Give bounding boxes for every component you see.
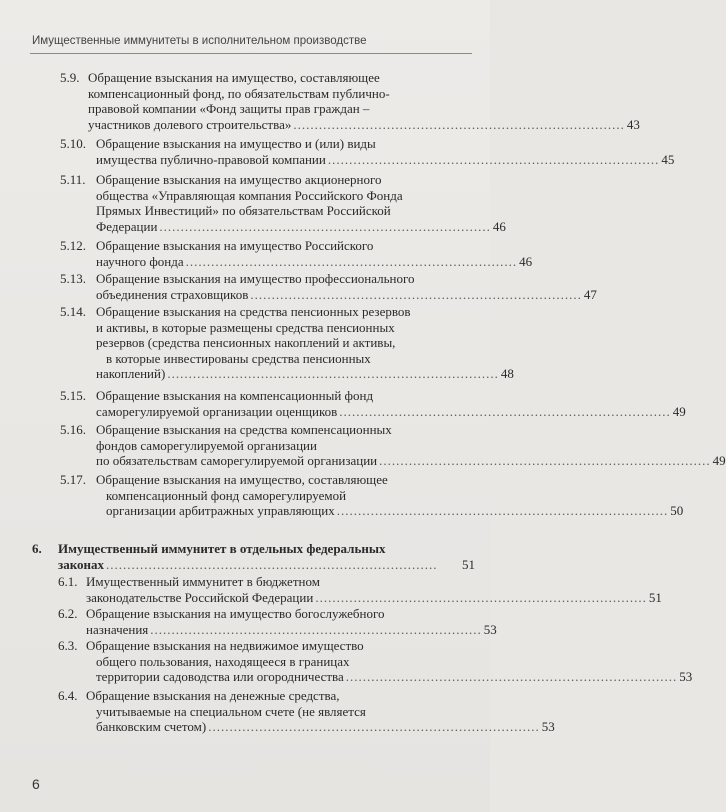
toc-entry-page: 51 [462, 556, 475, 572]
toc-entry-line: Обращение взыскания на имущество, составляющее [88, 70, 380, 85]
toc-entry-text [96, 136, 675, 167]
toc-entry-number: 5.12. [60, 238, 86, 253]
toc-entry-number: 6.1. [58, 574, 78, 589]
toc-entry-line: правовой компании «Фонд защиты прав граждан – [88, 101, 370, 116]
toc-entry-text [96, 422, 726, 469]
toc-entry-line: законодательстве Российской Федерации [86, 589, 314, 605]
toc-dot-leader: .............................................................................. [159, 218, 491, 234]
toc-entry-number: 5.13. [60, 271, 86, 286]
toc-entry-page: 51 [648, 589, 662, 605]
toc-entry-line: законах [58, 556, 105, 572]
toc-dot-leader: .............................................................................. [339, 403, 671, 419]
toc-entry-number: 5.11. [60, 172, 86, 187]
page-number: 6 [32, 776, 40, 792]
toc-entry-number: 6.4. [58, 688, 78, 703]
toc-entry-6-3 [58, 638, 693, 685]
toc-entry-page: 48 [500, 366, 514, 381]
toc-entry-page: 53 [679, 669, 693, 684]
toc-entry-number: 6.3. [58, 638, 78, 653]
toc-entry-5-14 [60, 304, 514, 382]
toc-dot-leader: .............................................................................. [293, 116, 625, 132]
toc-entry-number: 5.16. [60, 422, 86, 437]
toc-entry-page: 47 [583, 286, 597, 302]
toc-entry-line: научного фонда [96, 253, 184, 269]
toc-dot-leader: .............................................................................. [250, 286, 582, 302]
toc-entry-number: 5.10. [60, 136, 86, 151]
toc-dot-leader: .............................................................................. [167, 366, 499, 381]
toc-entry-text [88, 70, 640, 132]
toc-entry-page: 53 [541, 719, 555, 734]
toc-entry-text [58, 541, 475, 572]
toc-entry-line: Обращение взыскания на денежные средства, [86, 688, 340, 703]
toc-entry-page: 49 [672, 403, 686, 419]
toc-entry-line: Обращение взыскания на компенсационный фонд [96, 388, 374, 403]
toc-entry-text [96, 472, 684, 519]
toc-dot-leader: .............................................................................. [185, 253, 518, 269]
toc-dot-leader: .............................................................................. [208, 719, 540, 734]
toc-dot-leader: .............................................................................. [327, 151, 660, 167]
toc-entry-5-13 [60, 271, 597, 302]
toc-entry-5-11 [60, 172, 506, 234]
toc-entry-line: объединения страховщиков [96, 286, 249, 302]
running-header: Имущественные иммунитеты в исполнительном производстве [32, 35, 367, 47]
toc-entry-5-12 [60, 238, 533, 269]
toc-entry-5-10 [60, 136, 675, 167]
toc-entry-5-17 [60, 472, 684, 519]
toc-entry-5-9 [60, 70, 640, 132]
toc-entry-line: назначения [86, 621, 149, 637]
toc-entry-line: учитываемые на специальном счете (не является [96, 703, 366, 719]
toc-entry-line: Прямых Инвестиций» по обязательствам Российской [96, 203, 391, 218]
toc-entry-6-4 [58, 688, 555, 735]
toc-entry-page: 53 [483, 621, 497, 637]
toc-entry-text [86, 688, 555, 735]
toc-entry-number: 5.14. [60, 304, 86, 319]
toc-dot-leader: .............................................................................. [336, 503, 669, 518]
toc-entry-text [86, 606, 497, 637]
toc-entry-text [86, 574, 662, 605]
toc-entry-line: имущества публично-правовой компании [96, 151, 326, 167]
header-rule [30, 53, 472, 54]
toc-dot-leader: .............................................................................. [150, 621, 482, 637]
toc-entry-text [86, 638, 693, 685]
toc-entry-line: Обращение взыскания на имущество профессионального [96, 271, 415, 286]
toc-entry-line: территории садоводства или огородничества [96, 669, 344, 684]
toc-entry-line: Имущественный иммунитет в отдельных федеральных [58, 541, 386, 556]
toc-dot-leader: .............................................................................. [106, 556, 438, 572]
toc-entry-line: Обращение взыскания на имущество Российского [96, 238, 374, 253]
toc-entry-line: участников долевого строительства» [88, 116, 292, 132]
toc-entry-6-2 [58, 606, 497, 637]
toc-entry-text [96, 304, 514, 382]
toc-entry-number: 5.17. [60, 472, 86, 487]
toc-dot-leader: .............................................................................. [315, 589, 647, 605]
toc-dot-leader: .............................................................................. [345, 669, 678, 684]
toc-entry-line: общества «Управляющая компания Российского Фонда [96, 187, 403, 203]
toc-entry-page: 43 [626, 116, 640, 132]
toc-entry-page: 46 [492, 218, 506, 234]
toc-entry-text [96, 271, 597, 302]
toc-entry-page: 45 [661, 151, 675, 167]
toc-entry-line: Обращение взыскания на имущество и (или) виды [96, 136, 376, 151]
toc-entry-line: Обращение взыскания на средства пенсионных резервов [96, 304, 411, 319]
toc-entry-line: Федерации [96, 218, 158, 234]
toc-entry-page: 46 [519, 253, 533, 269]
toc-entry-line: резервов (средства пенсионных накоплений и активы, [96, 335, 396, 350]
toc-entry-text [96, 388, 686, 419]
toc-entry-line: организации арбитражных управляющих [106, 503, 335, 518]
toc-entry-page: 50 [670, 503, 684, 518]
toc-entry-line: Обращение взыскания на имущество, составляющее [96, 472, 388, 487]
toc-entry-number: 5.9. [60, 70, 80, 85]
toc-entry-line: фондов саморегулируемой организации [96, 437, 317, 453]
toc-entry-5-16 [60, 422, 726, 469]
toc-entry-line: Обращение взыскания на средства компенсационных [96, 422, 392, 437]
toc-entry-line: в которые инвестированы средства пенсионных [106, 350, 371, 366]
toc-entry-5-15 [60, 388, 686, 419]
toc-entry-line: компенсационный фонд, по обязательствам публично- [88, 85, 390, 101]
toc-entry-text [96, 172, 506, 234]
toc-entry-text [96, 238, 533, 269]
toc-entry-6-1 [58, 574, 662, 605]
toc-entry-number: 6.2. [58, 606, 78, 621]
toc-dot-leader: .............................................................................. [379, 453, 711, 468]
toc-entry-line: по обязательствам саморегулируемой организации [96, 453, 378, 468]
toc-entry-number: 5.15. [60, 388, 86, 403]
toc-entry-number: 6. [32, 541, 42, 556]
toc-entry-line: Обращение взыскания на имущество акционерного [96, 172, 382, 187]
toc-entry-line: банковским счетом) [96, 719, 207, 734]
toc-entry-line: общего пользования, находящееся в границах [96, 653, 350, 669]
toc-entry-line: Обращение взыскания на недвижимое имущество [86, 638, 364, 653]
toc-entry-line: компенсационный фонд саморегулируемой [106, 487, 347, 503]
toc-entry-line: Обращение взыскания на имущество богослужебного [86, 606, 385, 621]
toc-entry-line: саморегулируемой организации оценщиков [96, 403, 338, 419]
toc-entry-line: накоплений) [96, 366, 166, 381]
toc-entry-line: Имущественный иммунитет в бюджетном [86, 574, 320, 589]
toc-entry-page: 49 [712, 453, 726, 468]
toc-chapter-6 [32, 541, 475, 572]
toc-entry-line: и активы, в которые размещены средства пенсионных [96, 319, 395, 335]
